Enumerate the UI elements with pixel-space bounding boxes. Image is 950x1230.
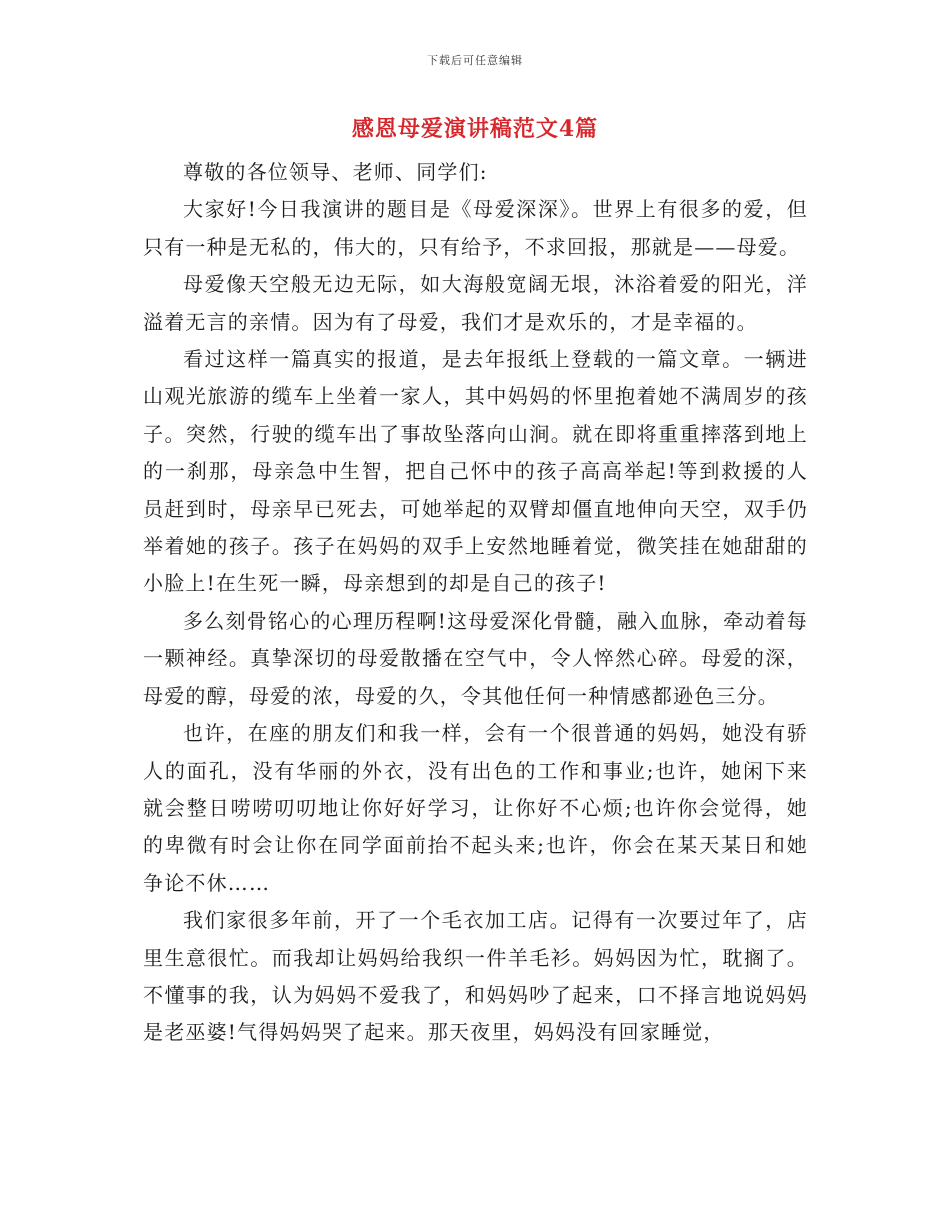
paragraph: 看过这样一篇真实的报道，是去年报纸上登载的一篇文章。一辆进山观光旅游的缆车上坐着一家人，其中妈妈的怀里抱着她不满周岁的孩子。突然，行驶的缆车出了事故坠落向山涧。就在即将重重摔落到地上的一刹那，母亲急中生智，把自己怀中的孩子高高举起!等到救援的人员赶到时，母亲早已死去，可她举起的双臂却僵直地伸向天空，双手仍举着她的孩子。孩子在妈妈的双手上安然地睡着觉，微笑挂在她甜甜的小脸上!在生死一瞬，母亲想到的却是自己的孩子! bbox=[143, 347, 808, 596]
paragraph: 大家好!今日我演讲的题目是《母爱深深》。世界上有很多的爱，但只有一种是无私的，伟大的，只有给予，不求回报，那就是——母爱。 bbox=[143, 197, 808, 259]
document-body bbox=[143, 154, 808, 1052]
header-note: 下载后可任意编辑 bbox=[427, 54, 523, 67]
document-title: 感恩母爱演讲稿范文4篇 bbox=[351, 116, 599, 142]
paragraph: 也许，在座的朋友们和我一样，会有一个很普通的妈妈，她没有骄人的面孔，没有华丽的外衣，没有出色的工作和事业;也许，她闲下来就会整日唠唠叨叨地让你好好学习，让你好不心烦;也许你会觉得，她的卑微有时会让你在同学面前抬不起头来;也许，你会在某天某日和她争论不休…… bbox=[143, 721, 808, 895]
paragraph-salutation: 尊敬的各位领导、老师、同学们: bbox=[183, 160, 488, 184]
paragraph: 多么刻骨铭心的心理历程啊!这母爱深化骨髓，融入血脉，牵动着每一颗神经。真挚深切的母爱散播在空气中，令人悴然心碎。母爱的深，母爱的醇，母爱的浓，母爱的久，令其他任何一种情感都逊色三分。 bbox=[143, 608, 808, 708]
paragraph: 母爱像天空般无边无际，如大海般宽阔无垠，沐浴着爱的阳光，洋溢着无言的亲情。因为有了母爱，我们才是欢乐的，才是幸福的。 bbox=[143, 272, 808, 334]
paragraph: 我们家很多年前，开了一个毛衣加工店。记得有一次要过年了，店里生意很忙。而我却让妈妈给我织一件羊毛衫。妈妈因为忙，耽搁了。不懂事的我，认为妈妈不爱我了，和妈妈吵了起来，口不择言地说妈妈是老巫婆!气得妈妈哭了起来。那天夜里，妈妈没有回家睡觉， bbox=[143, 908, 808, 1045]
